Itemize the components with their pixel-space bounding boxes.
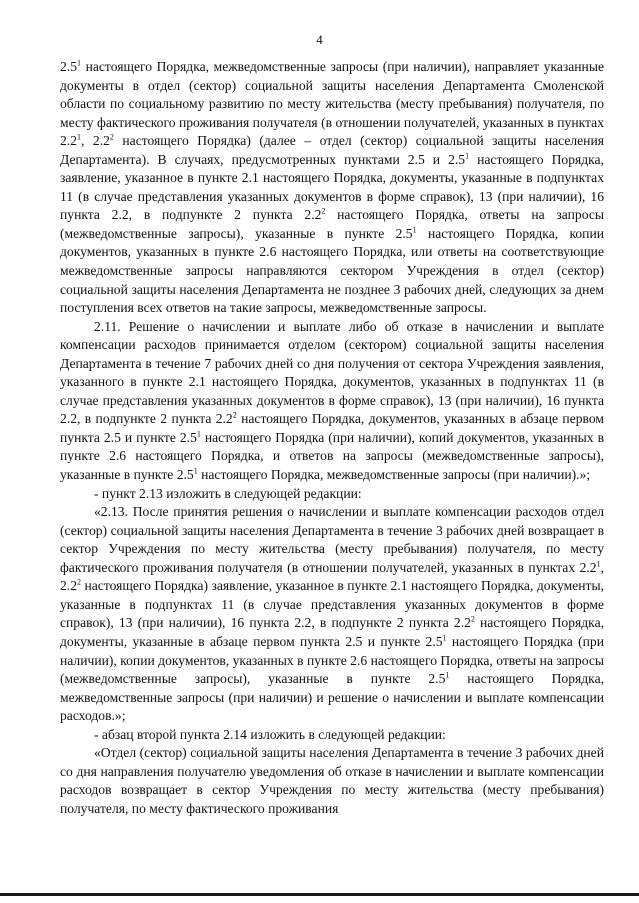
text-run: настоящего Порядка (при наличии), копии документов, указанных в пункте 2.6 настоящего Порядка, ответы на запросы (межведомственные запросы), указанные в пункте 2.5 [60, 633, 604, 687]
superscript-index: 1 [196, 429, 201, 439]
text-run: настоящего Порядка) (далее – отдел (сектор) социальной защиты населения Департамента). В случаях, предусмотренных пунктами 2.5 и 2.5 [60, 133, 604, 167]
text-run: настоящего Порядка, копии документов, указанных в пункте 2.6 настоящего Порядка, или ответы на соответствующие межведомственные запросы направляются сектором Учреждения в отдел (сектор) социальной защиты населения Департамента не позднее 3 рабочих дней, следующих за днем поступления всех ответов на такие запросы, межведомственные запросы. [60, 225, 605, 316]
text-run: 2.11. Решение о начислении и выплате либо об отказе в начислении и выплате компенсации расходов принимается отделом (сектором) социальной защиты населения Департамента в течение 7 рабочих дней со дня получения от сектора Учреждения заявления, указанного в пункте 2.1 настоящего Порядка, документов, указанных в подпунктах 11 (в случае представления указанных документов в форме справок), 13 (при наличии), 16 пункта 2.2, в подпункте 2 пункта 2.2 [60, 318, 604, 427]
superscript-index: 1 [465, 151, 470, 161]
text-run: «Отдел (сектор) социальной защиты населения Департамента в течение 3 рабочих дней со дня направления получателю уведомления об отказе в начислении и выплате компенсации расходов возвращает в сектор Учреждения по месту жительства (месту пребывания) получателя, по месту фактического проживания [60, 745, 604, 816]
superscript-index: 2 [321, 206, 326, 216]
text-run: - абзац второй пункта 2.14 изложить в следующей редакции: [94, 726, 446, 742]
paragraph [60, 503, 604, 726]
superscript-index: 2 [109, 132, 114, 142]
superscript-index: 2 [470, 614, 475, 624]
superscript-index: 1 [442, 633, 447, 643]
superscript-index: 1 [445, 670, 450, 680]
paragraph [60, 485, 604, 504]
text-run: настоящего Порядка (при наличии), копий документов, указанных в пункте 2.6 настоящего Порядка, и ответов на запросы (межведомственные запросы), указанные в пункте 2.5 [60, 429, 604, 483]
text-run: настоящего Порядка, межведомственные запросы (при наличии) и решение о начислении и выплате компенсации расходов.»; [60, 671, 605, 724]
paragraph [60, 726, 604, 745]
document-body [60, 58, 604, 818]
paragraph [60, 318, 604, 485]
superscript-index: 1 [193, 466, 198, 476]
superscript-index: 2 [232, 410, 237, 420]
paragraph [60, 58, 604, 318]
page-number: 4 [316, 32, 323, 47]
text-run: настоящего Порядка) заявление, указанное в пункте 2.1 настоящего Порядка, документы, указанные в подпунктах 11 (в случае представления указанных документов в форме справок), 13 (при наличии), 16 пункта 2.2, в подпункте 2 пункта 2.2 [60, 578, 604, 631]
paragraph [60, 744, 604, 818]
bottom-divider [0, 893, 639, 896]
text-run: настоящего Порядка, заявление, указанное в пункте 2.1 настоящего Порядка, документы, указанные в подпунктах 11 (в случае представления указанных документов в форме справок), 13 (при наличии), 16 пункта 2.2, в подпункте 2 пункта 2.2 [60, 151, 604, 223]
superscript-index: 1 [77, 58, 81, 68]
text-run: , 2.2 [81, 133, 110, 149]
text-run: - пункт 2.13 изложить в следующей редакции: [94, 485, 362, 501]
text-run: «2.13. После принятия решения о начислении и выплате компенсации расходов отдел (сектор) социальной защиты населения Департамента в течение 3 рабочих дней возвращает в сектор Учреждения по месту жительства (месту пребывания) получателя, по месту фактического проживания получателя (в отношении получателей, указанных в пунктах 2.2 [60, 504, 604, 575]
text-run: настоящего Порядка, документов, указанных в абзаце первом пункта 2.5 и пункте 2.5 [60, 411, 604, 445]
text-run: настоящего Порядка, ответы на запросы (межведомственные запросы), указанные в пункте 2.5 [60, 207, 604, 241]
superscript-index: 1 [596, 559, 601, 569]
text-run: настоящего Порядка, документы, указанные в абзаце первом пункта 2.5 и пункте 2.5 [60, 615, 604, 649]
superscript-index: 1 [77, 132, 81, 142]
superscript-index: 2 [77, 577, 81, 587]
text-run: , 2.2 [60, 559, 604, 594]
text-run: настоящего Порядка, межведомственные запросы (при наличии), направляет указанные документы в отдел (сектор) социальной защиты населения Департамента Смоленской области по социальному развитию по месту жительства (месту пребывания) получателя, по месту фактического проживания получателя (в отношении получателей, указанных в пунктах 2.2 [60, 59, 604, 149]
text-run: настоящего Порядка, межведомственные запросы (при наличии).»; [197, 467, 591, 483]
superscript-index: 1 [412, 225, 417, 235]
text-run: 2.5 [60, 59, 77, 74]
